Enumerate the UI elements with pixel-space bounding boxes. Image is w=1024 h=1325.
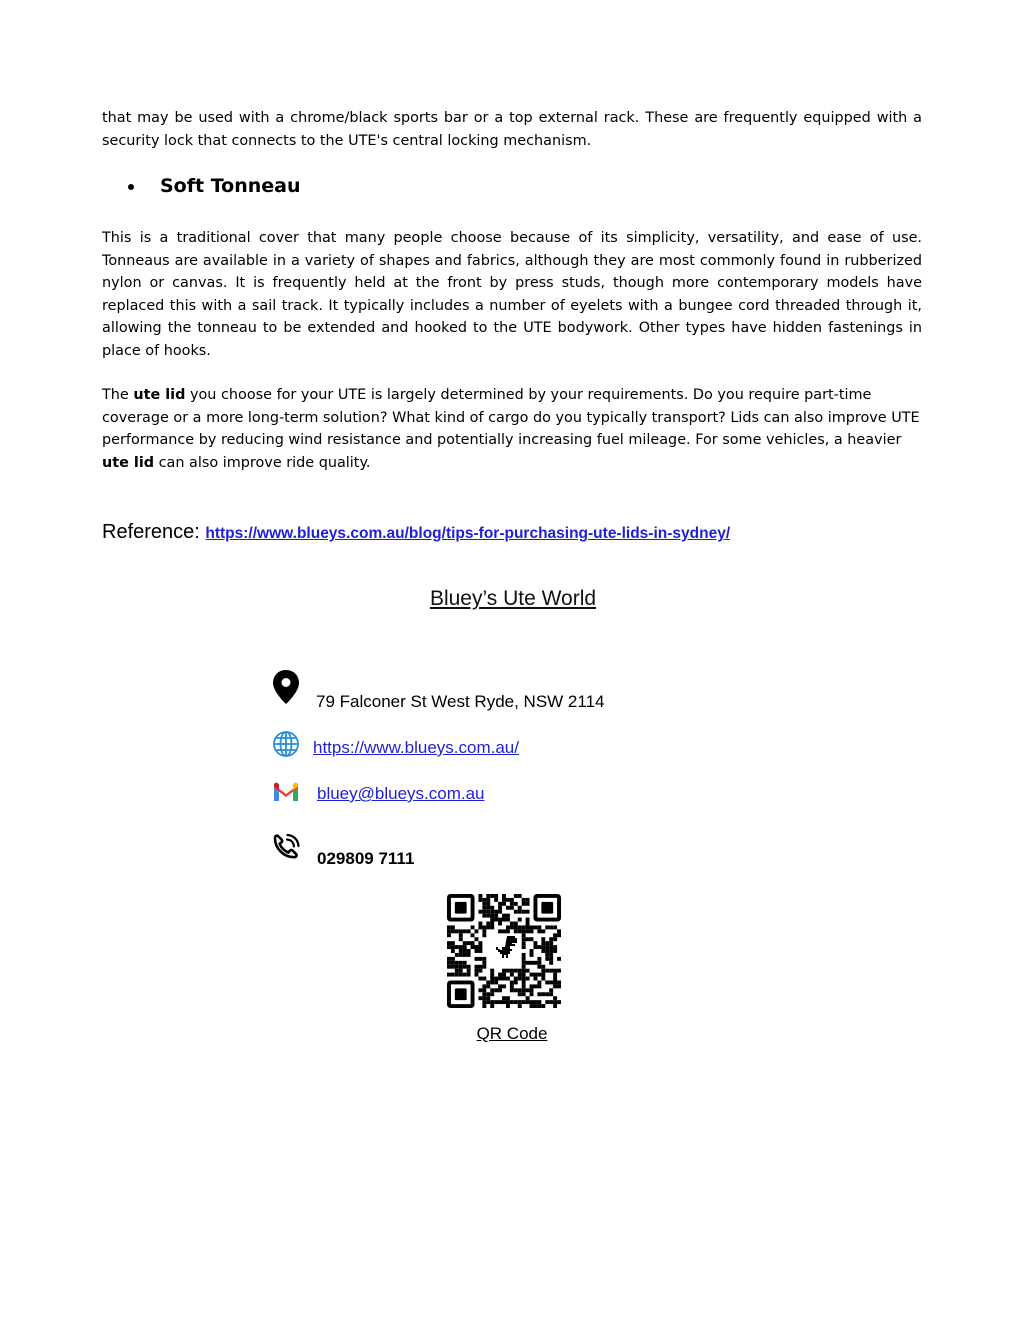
reference-line	[102, 521, 730, 544]
closing-text-2: you choose for your UTE is largely determined by your requirements. Do you require part-time coverage or a more long-term solution? What kind of cargo do you typically transport? Lids can also improve UTE performance by reducing wind resistance and potentially increasing fuel mileage. For some vehicles, a heavier	[102, 387, 920, 449]
email-link[interactable]: bluey@blueys.com.au	[317, 784, 485, 803]
section-heading-row	[128, 175, 300, 197]
closing-paragraph	[102, 384, 922, 474]
company-name: Bluey’s Ute World	[429, 587, 597, 610]
qr-caption: QR Code	[476, 1024, 548, 1043]
phone-text: 029809 7111	[317, 849, 415, 868]
reference-label: Reference:	[102, 521, 206, 543]
section-paragraph: This is a traditional cover that many people choose because of its simplicity, versatility, and ease of use. Tonneaus are available in a variety of shapes and fabrics, although they are most commonly found in rubberized nylon or canvas. It is frequently held at the front by press studs, though more contemporary models have replaced this with a sail track. It typically includes a number of eyelets with a bungee cord threaded through it, allowing the tonneau to be extended and hooked to the UTE bodywork. Other types have hidden fastenings in place of hooks.	[102, 230, 922, 359]
qr-code-image	[447, 894, 563, 1008]
closing-bold-1: ute lid	[133, 387, 186, 403]
section-heading: Soft Tonneau	[160, 175, 301, 197]
contact-email-row	[270, 776, 485, 808]
closing-text-3: can also improve ride quality.	[154, 454, 371, 471]
address-text: 79 Falconer St West Ryde, NSW 2114	[316, 692, 605, 711]
contact-website-row	[270, 728, 519, 760]
closing-text-1: The	[102, 387, 134, 403]
reference-link[interactable]: https://www.blueys.com.au/blog/tips-for-purchasing-ute-lids-in-sydney/	[205, 525, 731, 542]
contact-phone-row	[270, 827, 414, 869]
website-link[interactable]: https://www.blueys.com.au/	[313, 738, 519, 757]
contact-address-row	[270, 662, 605, 712]
location-pin-icon	[270, 671, 302, 703]
bullet-icon	[128, 184, 134, 190]
globe-icon	[270, 728, 302, 760]
gmail-icon	[270, 776, 302, 808]
phone-icon	[270, 832, 302, 864]
intro-paragraph: that may be used with a chrome/black sports bar or a top external rack. These are frequently equipped with a security lock that connects to the UTE's central locking mechanism.	[102, 110, 922, 149]
closing-bold-2: ute lid	[102, 454, 155, 471]
